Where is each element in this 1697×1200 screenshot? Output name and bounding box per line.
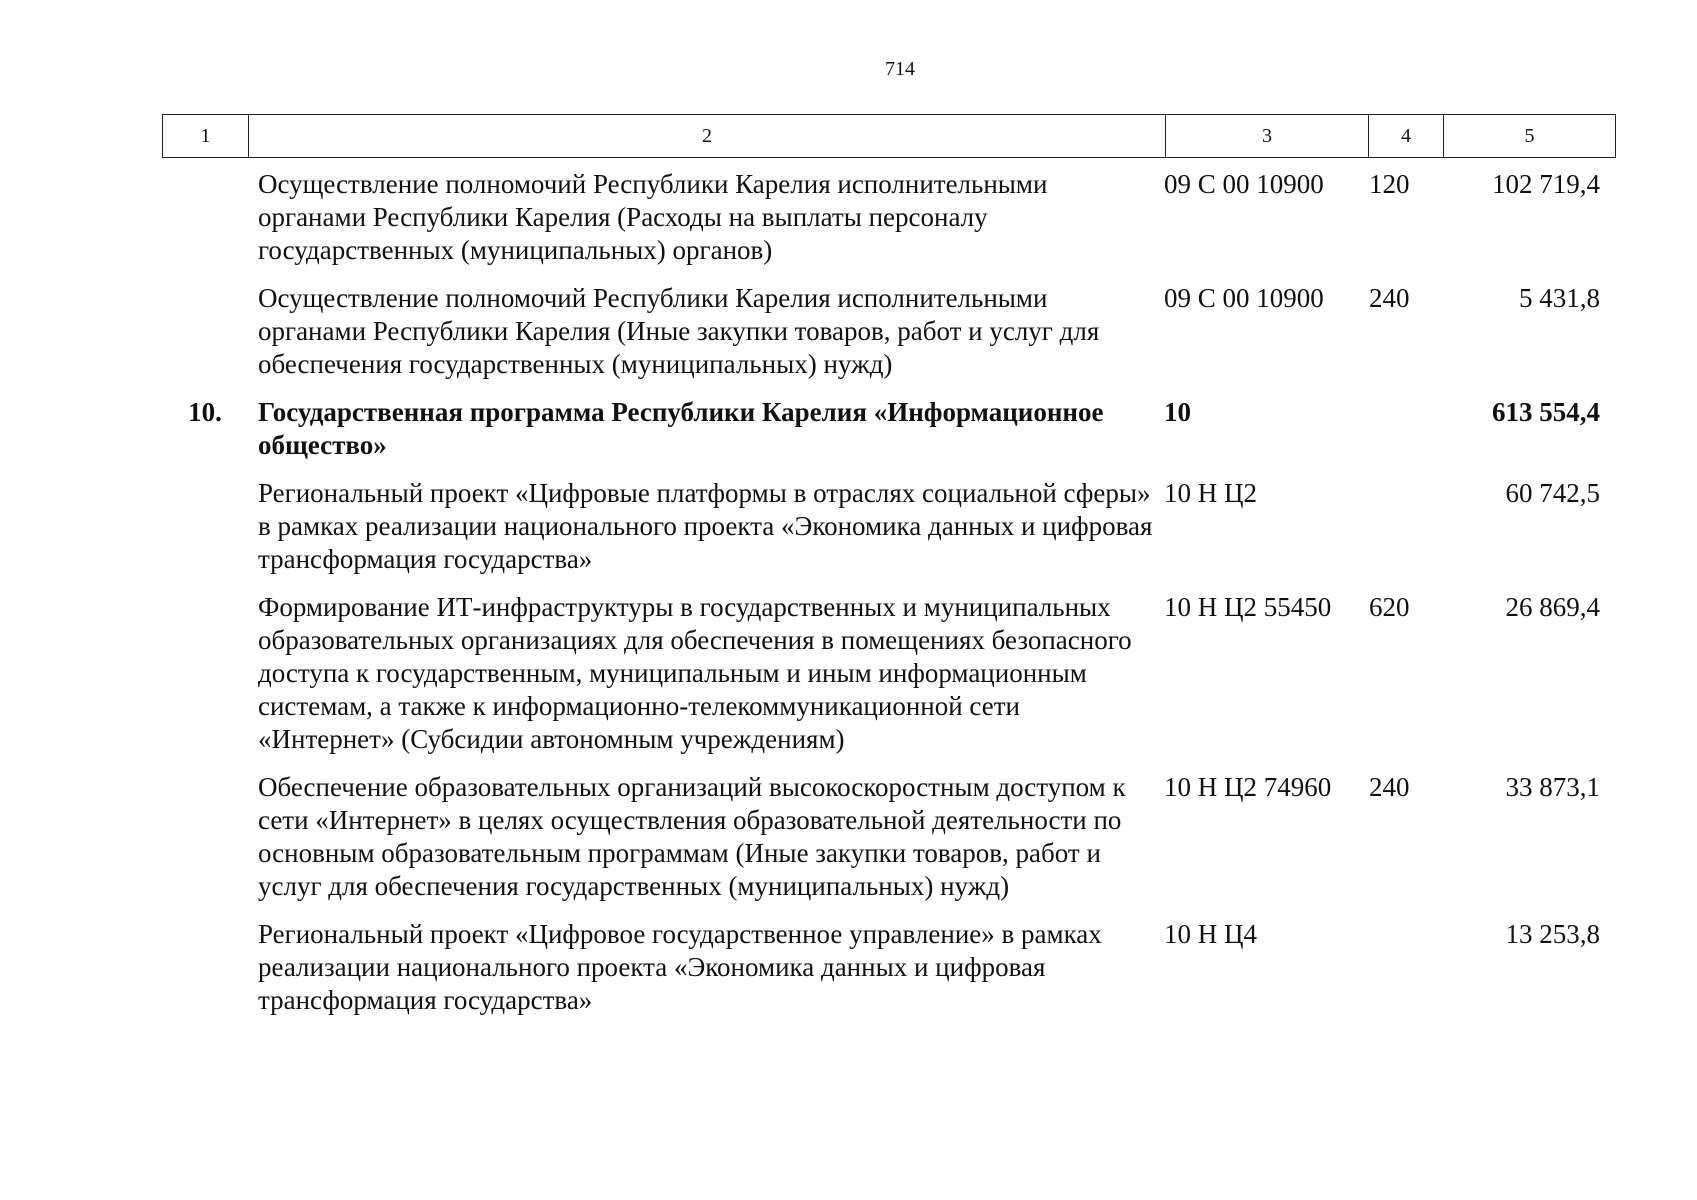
row-description: Государственная программа Республики Карелия «Информационное общество» — [258, 397, 1104, 460]
row-expense-type: 240 — [1369, 772, 1410, 802]
row-amount: 102 719,4 — [1492, 169, 1600, 199]
row-target-code: 10 Н Ц2 55450 — [1164, 592, 1332, 622]
row-description: Формирование ИТ-инфраструктуры в государственных и муниципальных образовательных организациях для обеспечения в помещениях безопасного доступа к государственным, муниципальным и иным информационным системам, а также к информационно-телекоммуникационной сети «Интернет» (Субсидии автономным учреждениям) — [258, 592, 1132, 754]
column-header-1: 1 — [163, 115, 249, 158]
row-amount: 33 873,1 — [1505, 772, 1600, 802]
row-target-code: 09 С 00 10900 — [1164, 169, 1324, 199]
row-target-code: 10 Н Ц4 — [1164, 919, 1257, 949]
row-number — [162, 591, 248, 756]
table-row — [162, 282, 1610, 381]
row-amount: 26 869,4 — [1505, 592, 1600, 622]
row-expense-type: 120 — [1369, 169, 1410, 199]
row-number — [162, 918, 248, 1017]
row-number — [162, 477, 248, 576]
row-target-code: 10 Н Ц2 74960 — [1164, 772, 1332, 802]
page-number: 714 — [885, 58, 915, 80]
row-number: 10. — [188, 397, 222, 427]
row-description: Региональный проект «Цифровые платформы в отраслях социальной сферы» в рамках реализации национального проекта «Экономика данных и цифровая трансформация государства» — [258, 478, 1153, 574]
table-row — [162, 918, 1610, 1017]
table-row — [162, 771, 1610, 903]
row-description: Обеспечение образовательных организаций высокоскоростным доступом к сети «Интернет» в целях осуществления образовательной деятельности по основным образовательным программам (Иные закупки товаров, работ и услуг для обеспечения государственных (муниципальных) нужд) — [258, 772, 1126, 901]
table-row — [162, 591, 1610, 756]
column-header-5: 5 — [1444, 115, 1616, 158]
table-row — [162, 168, 1610, 267]
row-target-code: 09 С 00 10900 — [1164, 283, 1324, 313]
column-header-row — [163, 115, 1616, 158]
program-row — [162, 396, 1610, 462]
row-amount: 613 554,4 — [1492, 397, 1600, 427]
column-header-2: 2 — [249, 115, 1166, 158]
row-expense-type — [1361, 396, 1436, 462]
row-expense-type — [1361, 918, 1436, 1017]
row-expense-type — [1361, 477, 1436, 576]
row-target-code: 10 — [1164, 397, 1191, 427]
budget-table-body — [162, 168, 1610, 1032]
table-row — [162, 477, 1610, 576]
row-amount: 5 431,8 — [1519, 283, 1600, 313]
row-expense-type: 620 — [1369, 592, 1410, 622]
row-amount: 13 253,8 — [1505, 919, 1600, 949]
row-number — [162, 771, 248, 903]
row-description: Осуществление полномочий Республики Карелия исполнительными органами Республики Карелия (Расходы на выплаты персоналу государственных (муниципальных) органов) — [258, 169, 1048, 265]
row-number — [162, 168, 248, 267]
row-amount: 60 742,5 — [1505, 478, 1600, 508]
row-number — [162, 282, 248, 381]
row-description: Региональный проект «Цифровое государственное управление» в рамках реализации национального проекта «Экономика данных и цифровая трансформация государства» — [258, 919, 1102, 1015]
column-header-3: 3 — [1166, 115, 1369, 158]
column-header-4: 4 — [1369, 115, 1444, 158]
row-expense-type: 240 — [1369, 283, 1410, 313]
row-description: Осуществление полномочий Республики Карелия исполнительными органами Республики Карелия (Иные закупки товаров, работ и услуг для обеспечения государственных (муниципальных) нужд) — [258, 283, 1100, 379]
row-target-code: 10 Н Ц2 — [1164, 478, 1257, 508]
column-header-table — [162, 114, 1616, 158]
